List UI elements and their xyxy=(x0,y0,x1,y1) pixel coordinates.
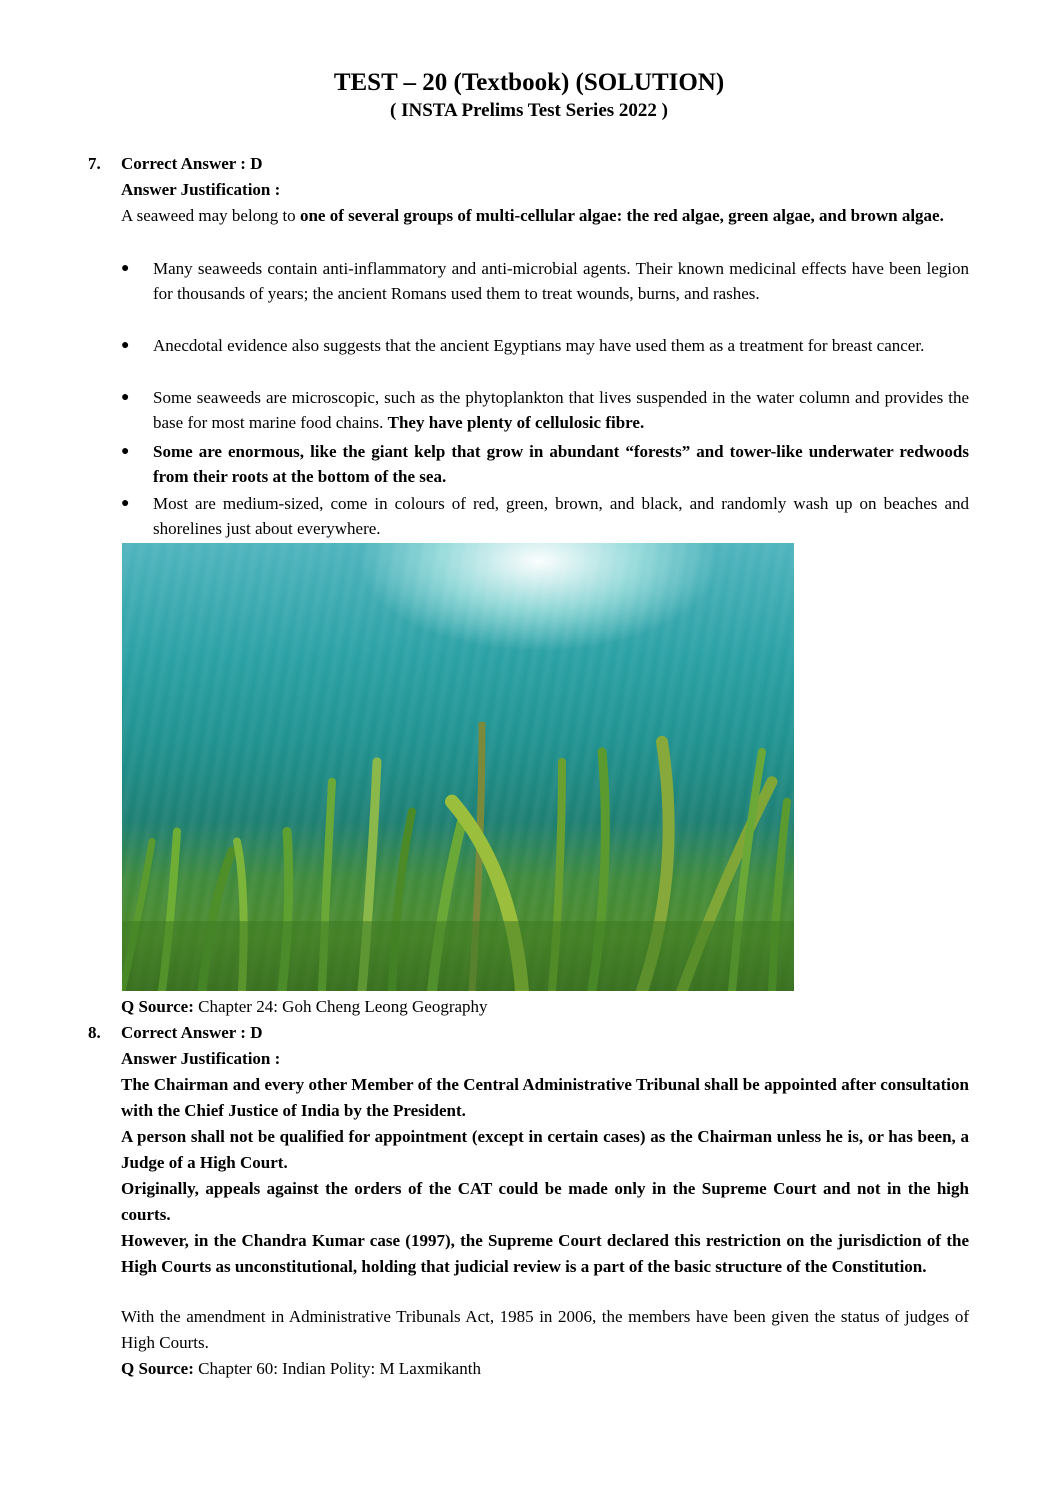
justification-label: Answer Justification : xyxy=(121,180,281,199)
bullet-icon: ● xyxy=(121,444,130,459)
seagrass-illustration xyxy=(122,722,794,991)
seaweed-photo xyxy=(122,543,794,991)
list-item: Some are enormous, like the giant kelp that grow in abundant “forests” and tower-like underwater redwoods from their roots at the bottom of the sea. xyxy=(153,442,969,486)
bullet-icon: ● xyxy=(121,338,130,353)
list-item: Many seaweeds contain anti-inflammatory and anti-microbial agents. Their known medicinal effects have been legion for thousands of years; the ancient Romans used them to treat wounds, burns, and rashes. xyxy=(153,259,969,303)
correct-answer: Correct Answer : D xyxy=(121,1023,263,1042)
list-item: Most are medium-sized, come in colours of red, green, brown, and black, and randomly wash up on beaches and shorelines just about everywhere. xyxy=(153,494,969,538)
correct-answer: Correct Answer : D xyxy=(121,154,263,173)
page-title: TEST – 20 (Textbook) (SOLUTION) xyxy=(333,69,725,96)
page-subtitle: ( INSTA Prelims Test Series 2022 ) xyxy=(390,100,668,121)
bullet-icon: ● xyxy=(121,496,130,511)
list-item: Some seaweeds are microscopic, such as the phytoplankton that lives suspended in the water column and provides the base for most marine food chains. They have plenty of cellulosic fibre. xyxy=(153,388,969,432)
list-item: Anecdotal evidence also suggests that the ancient Egyptians may have used them as a treatment for breast cancer. xyxy=(153,336,925,355)
question-source: Q Source: Chapter 60: Indian Polity: M Laxmikanth xyxy=(121,1359,481,1378)
bullet-icon: ● xyxy=(121,390,130,405)
justification-label: Answer Justification : xyxy=(121,1049,281,1068)
intro-paragraph: A seaweed may belong to one of several groups of multi-cellular algae: the red algae, green algae, and brown algae. xyxy=(121,206,944,225)
question-number: 7. xyxy=(88,154,101,173)
bullet-icon: ● xyxy=(121,261,130,276)
justification-paragraph: Originally, appeals against the orders of the CAT could be made only in the Supreme Court and not in the high courts. xyxy=(121,1179,969,1224)
justification-paragraph: With the amendment in Administrative Tribunals Act, 1985 in 2006, the members have been given the status of judges of High Courts. xyxy=(121,1307,969,1352)
question-number: 8. xyxy=(88,1023,101,1042)
question-source: Q Source: Chapter 24: Goh Cheng Leong Geography xyxy=(121,997,488,1016)
justification-paragraph: However, in the Chandra Kumar case (1997), the Supreme Court declared this restriction on the jurisdiction of the High Courts as unconstitutional, holding that judicial review is a part of the basic structure of the Constitution. xyxy=(121,1231,969,1276)
justification-paragraph: The Chairman and every other Member of the Central Administrative Tribunal shall be appointed after consultation with the Chief Justice of India by the President. xyxy=(121,1075,969,1120)
justification-paragraph: A person shall not be qualified for appointment (except in certain cases) as the Chairman unless he is, or has been, a Judge of a High Court. xyxy=(121,1127,969,1172)
